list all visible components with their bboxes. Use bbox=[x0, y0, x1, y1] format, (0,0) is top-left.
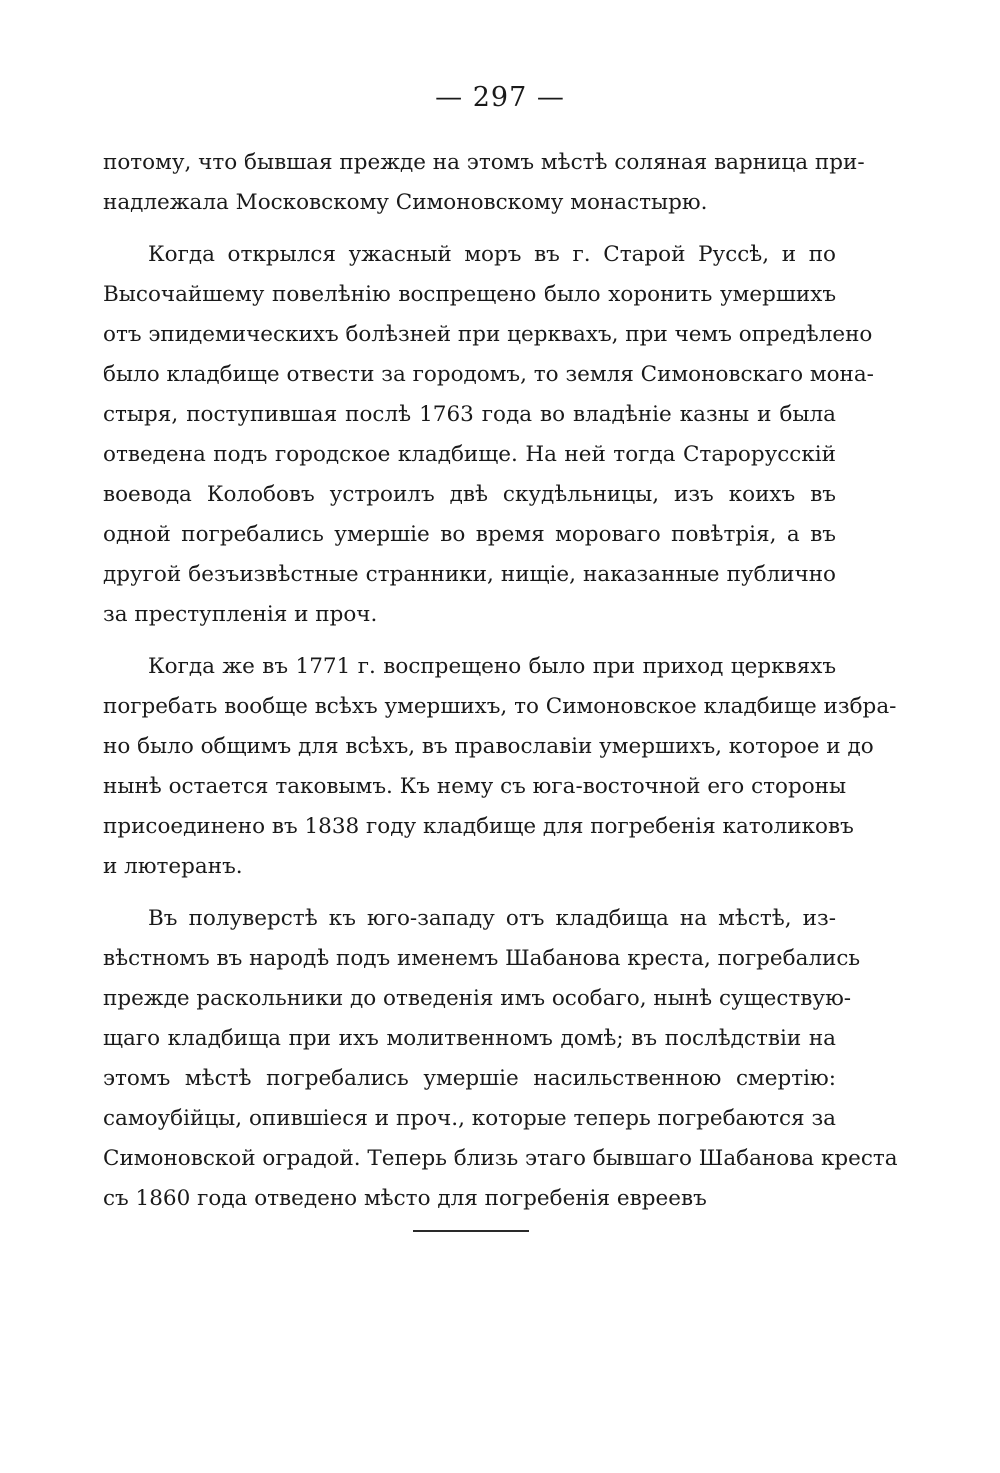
text-line: присоединено въ 1838 году кладбище для погребенія католиковъ bbox=[103, 814, 854, 839]
text-line: отъ эпидемическихъ болѣзней при церквахъ, при чемъ опредѣлено bbox=[103, 322, 873, 347]
text-line: Симоновской оградой. Теперь близь этаго бывшаго Шабанова креста bbox=[103, 1146, 898, 1171]
text-line: самоубійцы, опившіеся и проч., которые теперь погребаются за bbox=[103, 1106, 836, 1131]
text-line: воевода Колобовъ устроилъ двѣ скудѣльницы, изъ коихъ въ bbox=[103, 482, 836, 507]
text-line: потому, что бывшая прежде на этомъ мѣстѣ соляная варница при- bbox=[103, 150, 865, 175]
text-line: Когда открылся ужасный моръ въ г. Старой Руссѣ, и по bbox=[148, 242, 836, 267]
body-text bbox=[103, 143, 898, 1219]
text-line: но было общимъ для всѣхъ, въ православіи умершихъ, которое и до bbox=[103, 734, 874, 759]
paragraph-4 bbox=[103, 899, 898, 1219]
text-line: погребать вообще всѣхъ умершихъ, то Симоновское кладбище избра- bbox=[103, 694, 897, 719]
text-line: щаго кладбища при ихъ молитвенномъ домѣ; въ послѣдствіи на bbox=[103, 1026, 836, 1051]
paragraph-2 bbox=[103, 235, 874, 635]
paragraph-3 bbox=[103, 647, 897, 887]
text-line: другой безъизвѣстные странники, нищіе, наказанные публично bbox=[103, 562, 836, 587]
text-line: надлежала Московскому Симоновскому монастырю. bbox=[103, 190, 708, 215]
text-line: отведена подъ городское кладбище. На ней тогда Старорусскій bbox=[103, 442, 836, 467]
text-line: Когда же въ 1771 г. воспрещено было при приход церквяхъ bbox=[148, 654, 836, 679]
text-line: одной погребались умершіе во время мороваго повѣтрія, а въ bbox=[103, 522, 836, 547]
text-line: и лютеранъ. bbox=[103, 854, 243, 879]
text-line: нынѣ остается таковымъ. Къ нему съ юга-восточной его стороны bbox=[103, 774, 847, 799]
text-line: вѣстномъ въ народѣ подъ именемъ Шабанова креста, погребались bbox=[103, 946, 861, 971]
text-line: Въ полуверстѣ къ юго-западу отъ кладбища на мѣстѣ, из- bbox=[148, 906, 836, 931]
text-line: прежде раскольники до отведенія имъ особаго, нынѣ существую- bbox=[103, 986, 852, 1011]
text-line: Высочайшему повелѣнію воспрещено было хоронить умершихъ bbox=[103, 282, 836, 307]
page-number: — 297 — bbox=[435, 82, 565, 113]
text-line: этомъ мѣстѣ погребались умершіе насильственною смертію: bbox=[103, 1066, 836, 1091]
text-line: стыря, поступившая послѣ 1763 года во владѣніе казны и была bbox=[103, 402, 836, 427]
text-line: было кладбище отвести за городомъ, то земля Симоновскаго мона- bbox=[103, 362, 874, 387]
text-line: за преступленія и проч. bbox=[103, 602, 378, 627]
text-line: съ 1860 года отведено мѣсто для погребенія евреевъ bbox=[103, 1186, 707, 1211]
end-divider bbox=[413, 1230, 529, 1232]
paragraph-1 bbox=[103, 143, 865, 223]
